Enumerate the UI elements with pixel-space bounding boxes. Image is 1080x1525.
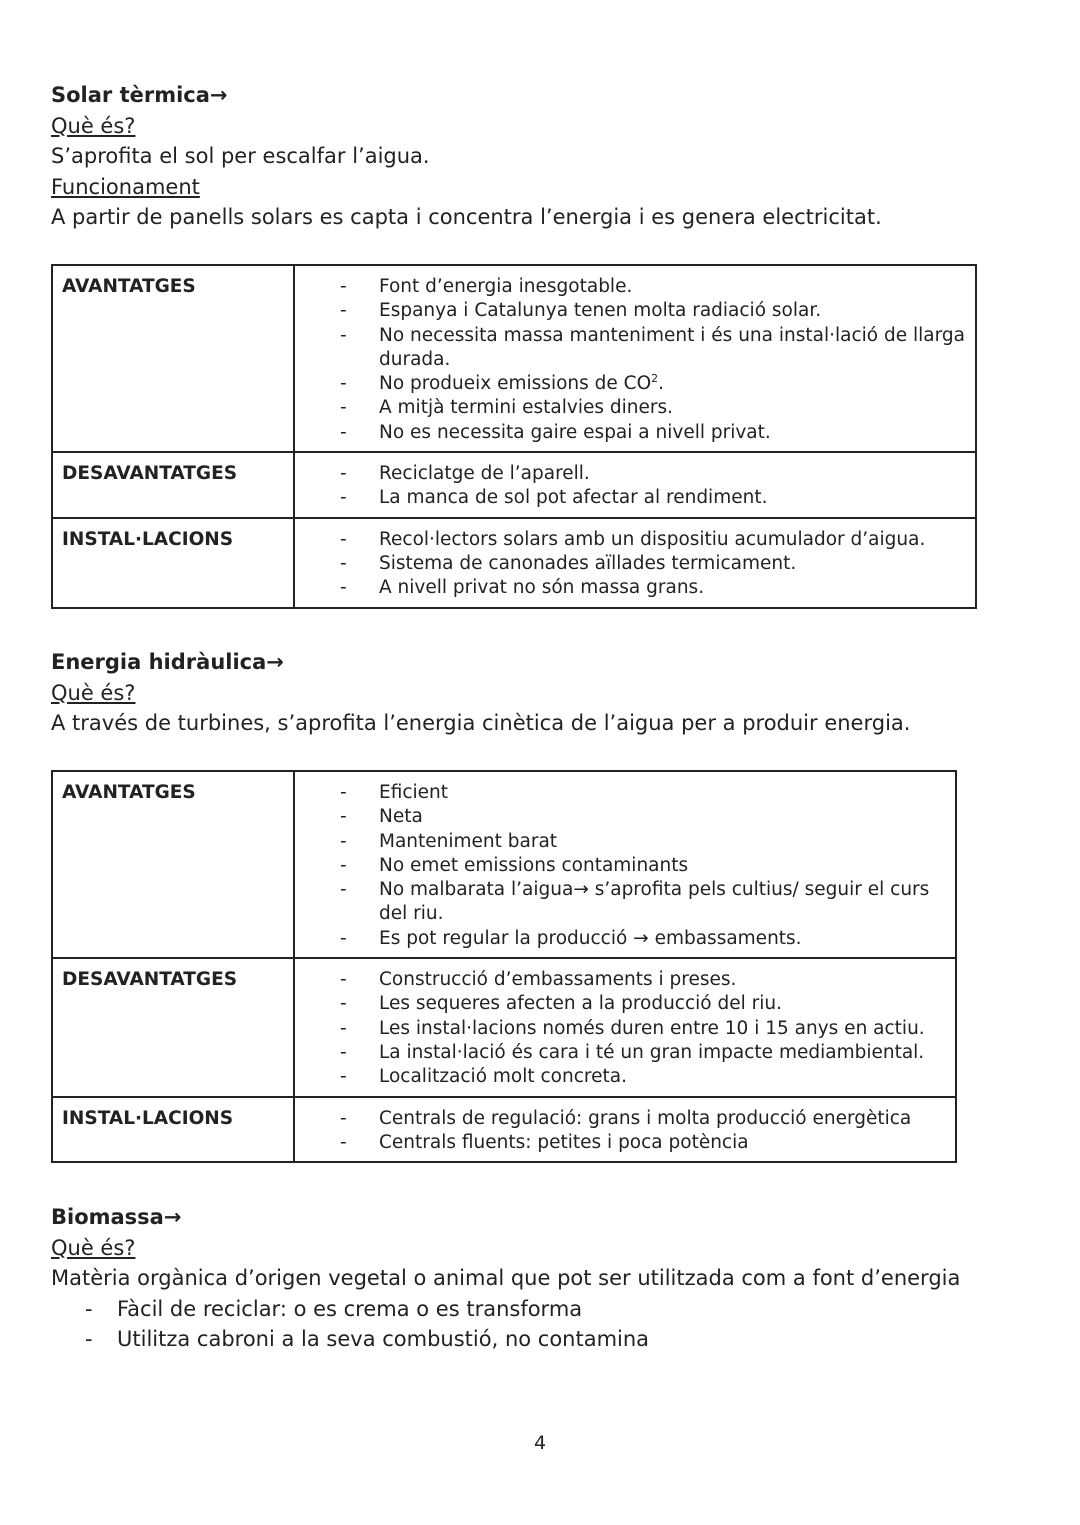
hydro-installations-cell: [294, 1097, 956, 1163]
list-item: - La manca de sol pot afectar al rendiment.: [370, 486, 967, 510]
solar-function-heading: Funcionament: [51, 174, 200, 199]
list-item: - Neta: [370, 805, 947, 829]
hydro-disadvantages-label: DESAVANTATGES: [52, 958, 294, 1096]
table-row: [52, 518, 976, 608]
solar-disadvantages-label: DESAVANTATGES: [52, 452, 294, 518]
list-item: - Les sequeres afecten a la producció del riu.: [370, 992, 947, 1016]
list-item: - No es necessita gaire espai a nivell privat.: [370, 421, 967, 445]
list-item: - Eficient: [370, 781, 947, 805]
solar-disadvantages-cell: [294, 452, 976, 518]
hydro-advantages-label: AVANTATGES: [52, 771, 294, 958]
list-item: - No emet emissions contaminants: [370, 854, 947, 878]
hydro-table: [51, 770, 957, 1163]
solar-advantages-cell: [294, 265, 976, 452]
list-item: - Utilitza cabroni a la seva combustió, no contamina: [116, 1324, 960, 1355]
list-item: - Localització molt concreta.: [370, 1065, 947, 1089]
list-item: - Recol·lectors solars amb un dispositiu acumulador d’aigua.: [370, 528, 967, 552]
solar-table: [51, 264, 977, 609]
biomass-title: Biomassa→: [51, 1205, 182, 1229]
co2-superscript: 2: [651, 372, 659, 386]
solar-function-text: A partir de panells solars es capta i concentra l’energia i es genera electricitat.: [51, 205, 882, 229]
biomass-list: [51, 1294, 960, 1355]
hydro-advantages-cell: [294, 771, 956, 958]
solar-what-heading: Què és?: [51, 113, 136, 138]
list-item: - A mitjà termini estalvies diners.: [370, 396, 967, 420]
table-row: [52, 452, 976, 518]
solar-advantages-label: AVANTATGES: [52, 265, 294, 452]
list-item: - Reciclatge de l’aparell.: [370, 462, 967, 486]
list-item: - Centrals fluents: petites i poca potència: [370, 1131, 947, 1155]
hydro-section: [51, 647, 910, 739]
table-row: [52, 958, 956, 1096]
hydro-title: Energia hidràulica→: [51, 650, 284, 674]
table-row: [52, 771, 956, 958]
list-item: - Fàcil de reciclar: o es crema o es transforma: [116, 1294, 960, 1325]
list-item: - La instal·lació és cara i té un gran impacte mediambiental.: [370, 1041, 947, 1065]
solar-what-text: S’aprofita el sol per escalfar l’aigua.: [51, 144, 430, 168]
list-item: - Manteniment barat: [370, 830, 947, 854]
hydro-installations-label: INSTAL·LACIONS: [52, 1097, 294, 1163]
list-item: - No necessita massa manteniment i és una instal·lació de llarga durada.: [370, 324, 967, 373]
list-item: - Les instal·lacions només duren entre 10 i 15 anys en actiu.: [370, 1017, 947, 1041]
list-item: - Es pot regular la producció → embassaments.: [370, 927, 947, 951]
table-row: [52, 1097, 956, 1163]
biomass-what-heading: Què és?: [51, 1235, 136, 1260]
list-item: - Font d’energia inesgotable.: [370, 275, 967, 299]
page-number: 4: [533, 1432, 547, 1454]
list-item: - Centrals de regulació: grans i molta producció energètica: [370, 1107, 947, 1131]
list-item: [370, 372, 967, 396]
list-item: - Sistema de canonades aïllades termicament.: [370, 552, 967, 576]
hydro-disadvantages-cell: [294, 958, 956, 1096]
biomass-what-text: Matèria orgànica d’origen vegetal o animal que pot ser utilitzada com a font d’energia: [51, 1266, 961, 1290]
co2-text: No produeix emissions de CO: [379, 373, 652, 395]
list-item: - No malbarata l’aigua→ s’aprofita pels cultius/ seguir el curs del riu.: [370, 878, 947, 927]
list-item: - Espanya i Catalunya tenen molta radiació solar.: [370, 299, 967, 323]
hydro-what-text: A través de turbines, s’aprofita l’energia cinètica de l’aigua per a produir energia.: [51, 711, 911, 735]
solar-section: [51, 80, 882, 233]
solar-installations-label: INSTAL·LACIONS: [52, 518, 294, 608]
co2-period: .: [658, 373, 665, 395]
list-item: - Construcció d’embassaments i preses.: [370, 968, 947, 992]
solar-installations-cell: [294, 518, 976, 608]
biomass-section: [51, 1202, 960, 1355]
hydro-what-heading: Què és?: [51, 680, 136, 705]
table-row: [52, 265, 976, 452]
solar-title: Solar tèrmica→: [51, 83, 228, 107]
list-item: - A nivell privat no són massa grans.: [370, 576, 967, 600]
